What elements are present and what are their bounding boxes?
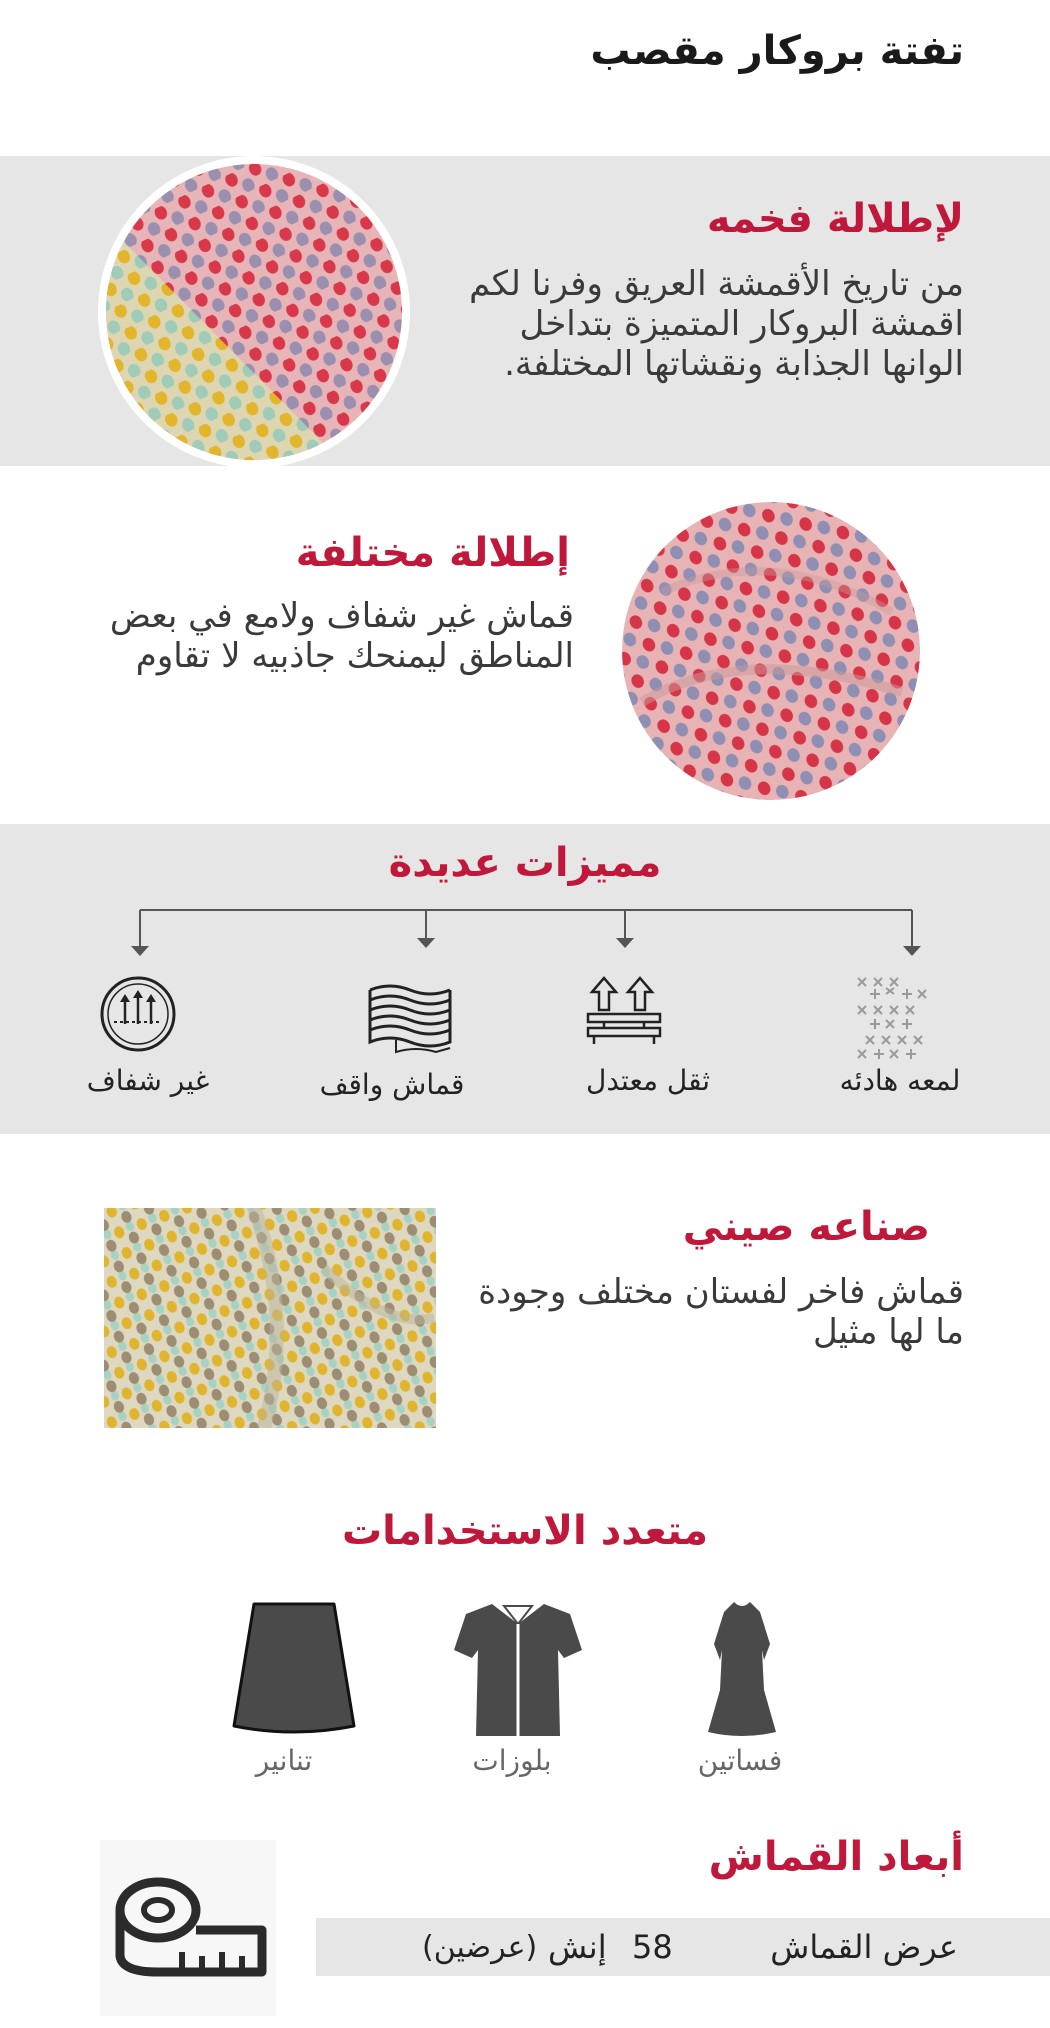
feature-label-sheen: لمعه هادئه: [839, 1064, 961, 1097]
dimensions-row: [316, 1918, 1050, 1976]
dimensions-width-label: عرض القماش: [770, 1928, 958, 1966]
use-label-blouses: بلوزات: [472, 1744, 552, 1777]
use-label-dresses: فساتين: [697, 1744, 783, 1777]
section2-line: قماش غير شفاف ولامع في بعض: [109, 596, 574, 636]
section1-heading: لإطلالة فخمه: [706, 196, 964, 242]
section3-line: ما لها مثيل: [812, 1312, 964, 1352]
fabric-circle-image-2: [622, 502, 920, 800]
section1-text: [444, 264, 964, 384]
fabric-circle-image-1: [98, 156, 410, 468]
page-title: تفتة بروكار مقصب: [590, 28, 964, 74]
fabric-stack-icon: [366, 980, 452, 1060]
section3-heading: صناعه صيني: [682, 1204, 930, 1250]
skirt-icon: [232, 1600, 356, 1734]
feature-label-stiff: قماش واقف: [319, 1068, 465, 1101]
cross-stitch-icon: [856, 976, 942, 1060]
use-label-skirts: تنانير: [255, 1744, 313, 1777]
dimensions-width-unit: إنش: [548, 1928, 607, 1966]
weight-arrows-icon: [584, 976, 664, 1046]
measuring-tape-icon: [100, 1840, 276, 2016]
section2-heading: إطلالة مختلفة: [295, 530, 570, 576]
section3-line: قماش فاخر لفستان مختلف وجودة: [478, 1272, 964, 1312]
section1-line: الوانها الجذابة ونقشاتها المختلفة.: [504, 344, 964, 384]
dimensions-heading: أبعاد القماش: [708, 1834, 964, 1880]
features-connector-lines: [0, 900, 1050, 960]
fabric-square-image: [104, 1208, 436, 1428]
dimensions-width-note: (عرضين): [422, 1930, 538, 1965]
feature-label-opaque: غير شفاف: [86, 1064, 210, 1097]
blouse-icon: [452, 1602, 584, 1738]
section1-line: اقمشة البروكار المتميزة بتداخل: [519, 304, 964, 344]
dress-icon: [704, 1600, 780, 1738]
dimensions-width-value: 58: [632, 1928, 673, 1966]
features-heading: مميزات عديدة: [388, 840, 662, 886]
opaque-circle-icon: [98, 974, 178, 1054]
section3-text: [444, 1272, 964, 1352]
section2-line: المناطق ليمنحك جاذبيه لا تقاوم: [135, 636, 574, 676]
feature-label-weight: ثقل معتدل: [585, 1064, 711, 1097]
section2-text: [54, 596, 574, 676]
section1-line: من تاريخ الأقمشة العريق وفرنا لكم: [469, 264, 964, 304]
uses-heading: متعدد الاستخدامات: [341, 1508, 708, 1554]
measuring-tape-icon-box: [100, 1840, 276, 2016]
